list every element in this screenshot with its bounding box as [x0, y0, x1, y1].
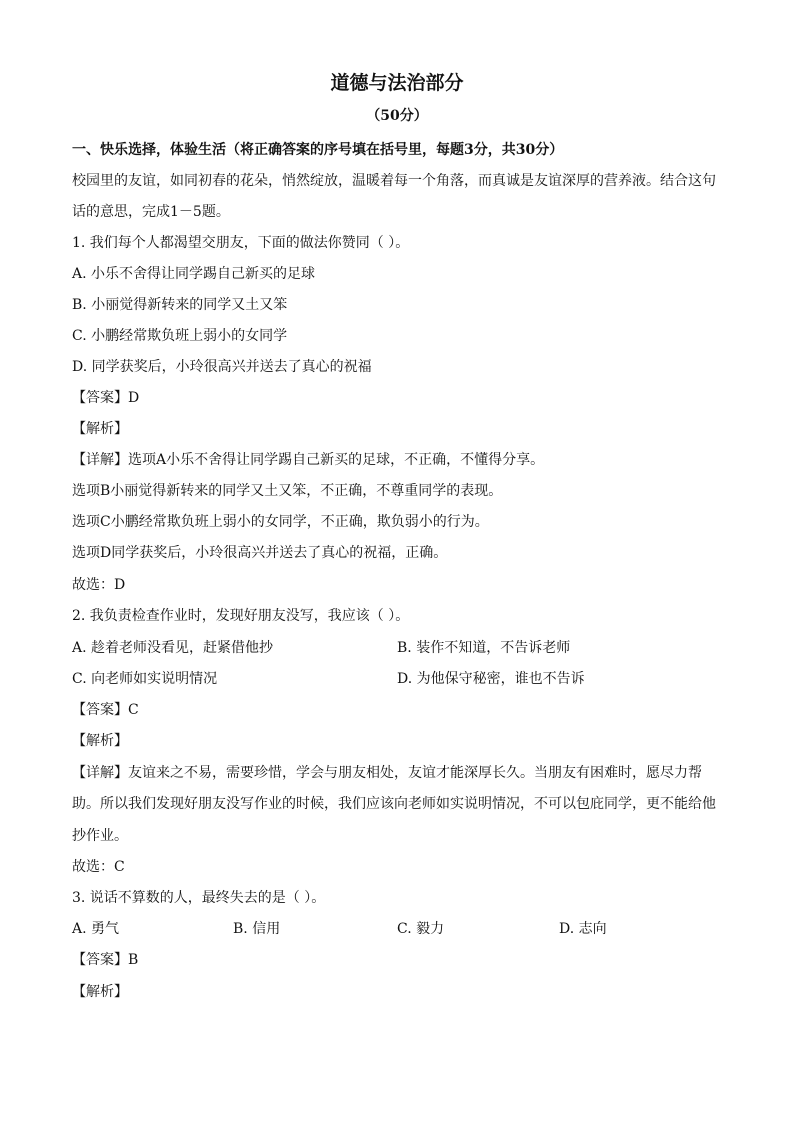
q1-detail-4: 选项D同学获奖后，小玲很高兴并送去了真心的祝福，正确。: [72, 545, 448, 561]
q3-stem: 3. 说话不算数的人，最终失去的是（ ）。: [72, 890, 326, 906]
q1-option-a: A. 小乐不舍得让同学踢自己新买的足球: [72, 266, 316, 282]
q1-option-c: C. 小鹏经常欺负班上弱小的女同学: [72, 328, 288, 344]
intro-line-2: 话的意思，完成1－5题。: [72, 204, 230, 220]
q2-option-a: A. 趁着老师没看见，赶紧借他抄: [72, 640, 274, 656]
q1-detail-1: 【详解】选项A小乐不舍得让同学踢自己新买的足球，不正确，不懂得分享。: [72, 452, 545, 468]
q2-detail-2: 助。所以我们发现好朋友没写作业的时候，我们应该向老师如实说明情况，不可以包庇同学，更不能给他: [72, 796, 716, 812]
q1-option-b: B. 小丽觉得新转来的同学又土又笨: [72, 297, 288, 313]
q2-choice: 故选：C: [72, 859, 125, 875]
q3-option-b: B. 信用: [233, 921, 281, 937]
q1-detail-2: 选项B小丽觉得新转来的同学又土又笨，不正确，不尊重同学的表现。: [72, 483, 503, 499]
q3-answer: 【答案】B: [72, 952, 139, 968]
q3-option-d: D. 志向: [559, 921, 607, 937]
q1-stem: 1. 我们每个人都渴望交朋友，下面的做法你赞同（ ）。: [72, 235, 410, 251]
q3-option-a: A. 勇气: [72, 921, 120, 937]
q1-option-d: D. 同学获奖后，小玲很高兴并送去了真心的祝福: [72, 359, 372, 375]
intro-line-1: 校园里的友谊，如同初春的花朵，悄然绽放，温暖着每一个角落，而真诚是友谊深厚的营养液。结合这句: [72, 173, 716, 189]
q1-choice: 故选：D: [72, 577, 126, 593]
q2-option-b: B. 装作不知道，不告诉老师: [397, 640, 571, 656]
q2-answer: 【答案】C: [72, 702, 139, 718]
page-title: 道德与法治部分: [330, 72, 464, 94]
q2-stem: 2. 我负责检查作业时，发现好朋友没写，我应该（ ）。: [72, 608, 410, 624]
page-subtitle: （50分）: [366, 108, 428, 124]
q1-detail-3: 选项C小鹏经常欺负班上弱小的女同学，不正确，欺负弱小的行为。: [72, 514, 489, 530]
q1-analysis: 【解析】: [72, 421, 128, 437]
section-heading: 一、快乐选择，体验生活（将正确答案的序号填在括号里，每题3分，共30分）: [72, 142, 564, 158]
q3-option-c: C. 毅力: [397, 921, 445, 937]
q2-detail-3: 抄作业。: [72, 828, 128, 844]
q3-analysis: 【解析】: [72, 984, 128, 1000]
q1-answer: 【答案】D: [72, 390, 140, 406]
q2-detail-1: 【详解】友谊来之不易，需要珍惜，学会与朋友相处，友谊才能深厚长久。当朋友有困难时，愿尽力帮: [72, 765, 702, 781]
q2-option-c: C. 向老师如实说明情况: [72, 671, 218, 687]
q2-option-d: D. 为他保守秘密，谁也不告诉: [397, 671, 585, 687]
q2-analysis: 【解析】: [72, 733, 128, 749]
